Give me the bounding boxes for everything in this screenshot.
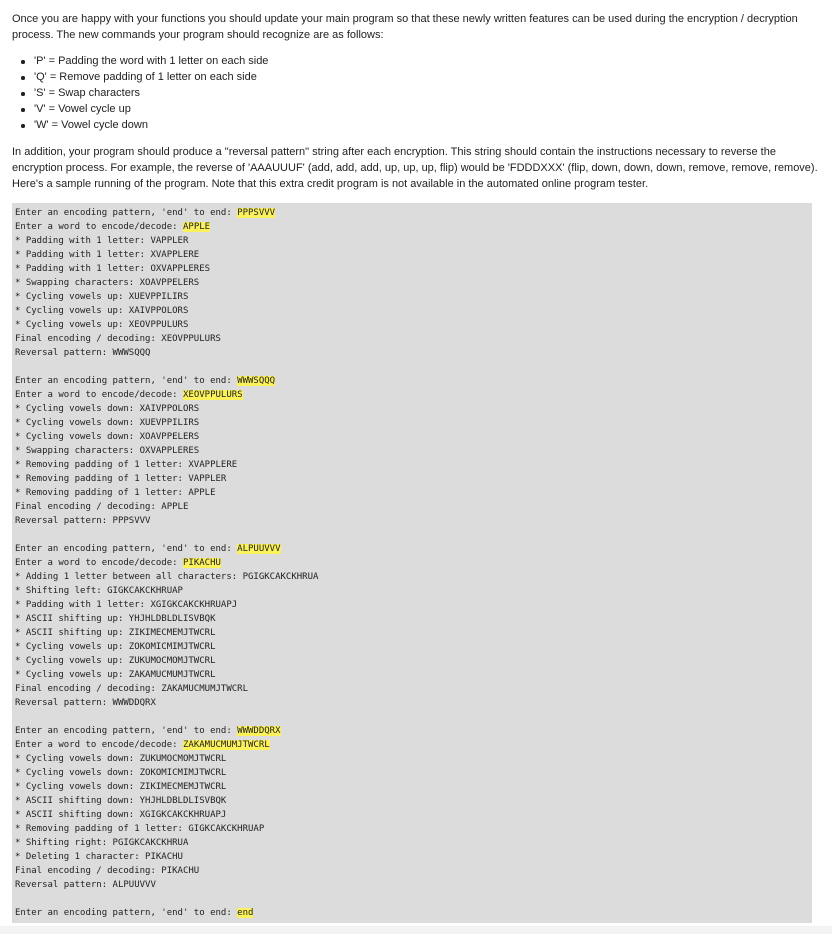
word-input-value: APPLE <box>182 222 211 232</box>
word-prompt-line <box>15 220 812 234</box>
pattern-input-value: WWWDDQRX <box>237 726 281 736</box>
step-line: * Cycling vowels down: ZUKUMOCMOMJTWCRL <box>15 754 227 764</box>
command-item: 'V' = Vowel cycle up <box>34 101 832 117</box>
step-line: * Cycling vowels down: XOAVPPELERS <box>15 432 200 442</box>
step-line: * Cycling vowels up: XAIVPPOLORS <box>15 306 189 316</box>
step-line: * ASCII shifting down: XGIGKCAKCKHRUAPJ <box>15 810 227 820</box>
console-session <box>15 374 812 528</box>
pattern-prompt-text: Enter an encoding pattern, 'end' to end: <box>15 908 238 918</box>
step-line: * ASCII shifting down: YHJHLDBLDLISVBQK <box>15 796 227 806</box>
word-prompt-text: Enter a word to encode/decode: <box>15 222 183 232</box>
reversal-paragraph: In addition, your program should produce a "reversal pattern" string after each encryption. This string should contain the instructions necessary to reverse the encryption process. For example, the reverse of 'AAAUUUF' (add, add, add, up, up, up, flip) would be 'FDDDXXX' (flip, down, down, down, remove, remove, remove). Here's a sample running of the program. Note that this extra credit program is not available in the automated online program tester. <box>12 146 818 190</box>
pattern-prompt-text: Enter an encoding pattern, 'end' to end: <box>15 544 238 554</box>
console-output <box>12 203 812 923</box>
pattern-prompt-text: Enter an encoding pattern, 'end' to end: <box>15 376 238 386</box>
console-session <box>15 724 812 892</box>
step-line: * Padding with 1 letter: XVAPPLERE <box>15 250 200 260</box>
step-line: * Cycling vowels up: ZOKOMICMIMJTWCRL <box>15 642 216 652</box>
pattern-prompt-line <box>15 206 812 220</box>
step-line: * Cycling vowels down: ZIKIMECMEMJTWCRL <box>15 782 227 792</box>
final-encoding-line: Final encoding / decoding: PIKACHU <box>15 866 200 876</box>
final-encoding-line: Final encoding / decoding: XEOVPPULURS <box>15 334 221 344</box>
step-line: * Cycling vowels up: ZUKUMOCMOMJTWCRL <box>15 656 216 666</box>
reversal-pattern-line: Reversal pattern: WWWDDQRX <box>15 698 156 708</box>
step-line: * ASCII shifting up: YHJHLDBLDLISVBQK <box>15 614 216 624</box>
command-item: 'S' = Swap characters <box>34 85 832 101</box>
console-session <box>15 542 812 710</box>
step-line: * Swapping characters: XOAVPPELERS <box>15 278 200 288</box>
pattern-prompt-line <box>15 374 812 388</box>
step-line: * Removing padding of 1 letter: APPLE <box>15 488 216 498</box>
step-line: * ASCII shifting up: ZIKIMECMEMJTWCRL <box>15 628 216 638</box>
word-input-value: XEOVPPULURS <box>182 390 243 400</box>
step-line: * Removing padding of 1 letter: XVAPPLERE <box>15 460 238 470</box>
reversal-pattern-line: Reversal pattern: PPPSVVV <box>15 516 151 526</box>
command-item: 'Q' = Remove padding of 1 letter on each side <box>34 69 832 85</box>
step-line: * Removing padding of 1 letter: VAPPLER <box>15 474 227 484</box>
word-prompt-text: Enter a word to encode/decode: <box>15 558 183 568</box>
console-session <box>15 206 812 360</box>
bottom-edge <box>0 926 832 934</box>
step-line: * Cycling vowels up: XUEVPPILIRS <box>15 292 189 302</box>
step-line: * Swapping characters: OXVAPPLERES <box>15 446 200 456</box>
pattern-input-value: ALPUUVVV <box>237 544 281 554</box>
final-encoding-line: Final encoding / decoding: APPLE <box>15 502 189 512</box>
step-line: * Shifting left: GIGKCAKCKHRUAP <box>15 586 183 596</box>
intro-paragraph: Once you are happy with your functions you should update your main program so that these newly written features can be used during the encryption / decryption process. The new commands your program should recognize are as follows: <box>12 13 798 41</box>
pattern-input-value: PPPSVVV <box>237 208 276 218</box>
step-line: * Padding with 1 letter: OXVAPPLERES <box>15 264 211 274</box>
reversal-pattern-line: Reversal pattern: WWWSQQQ <box>15 348 151 358</box>
word-prompt-line <box>15 388 812 402</box>
end-input-value: end <box>237 908 254 918</box>
word-input-value: ZAKAMUCMUMJTWCRL <box>182 740 270 750</box>
step-line: * Cycling vowels down: ZOKOMICMIMJTWCRL <box>15 768 227 778</box>
step-line: * Padding with 1 letter: XGIGKCAKCKHRUAPJ <box>15 600 238 610</box>
command-item: 'P' = Padding the word with 1 letter on each side <box>34 53 832 69</box>
step-line: * Cycling vowels down: XAIVPPOLORS <box>15 404 200 414</box>
pattern-input-value: WWWSQQQ <box>237 376 276 386</box>
step-line: * Removing padding of 1 letter: GIGKCAKCKHRUAP <box>15 824 265 834</box>
step-line: * Cycling vowels down: XUEVPPILIRS <box>15 418 200 428</box>
step-line: * Cycling vowels up: XEOVPPULURS <box>15 320 189 330</box>
final-encoding-line: Final encoding / decoding: ZAKAMUCMUMJTWCRL <box>15 684 248 694</box>
word-prompt-text: Enter a word to encode/decode: <box>15 390 183 400</box>
pattern-prompt-text: Enter an encoding pattern, 'end' to end: <box>15 208 238 218</box>
pattern-prompt-text: Enter an encoding pattern, 'end' to end: <box>15 726 238 736</box>
word-input-value: PIKACHU <box>182 558 221 568</box>
word-prompt-line <box>15 738 812 752</box>
step-line: * Deleting 1 character: PIKACHU <box>15 852 183 862</box>
pattern-prompt-line <box>15 542 812 556</box>
final-prompt-line <box>15 906 812 920</box>
command-item: 'W' = Vowel cycle down <box>34 117 832 133</box>
word-prompt-text: Enter a word to encode/decode: <box>15 740 183 750</box>
step-line: * Cycling vowels up: ZAKAMUCMUMJTWCRL <box>15 670 216 680</box>
step-line: * Adding 1 letter between all characters: PGIGKCAKCKHRUA <box>15 572 319 582</box>
word-prompt-line <box>15 556 812 570</box>
step-line: * Shifting right: PGIGKCAKCKHRUA <box>15 838 189 848</box>
step-line: * Padding with 1 letter: VAPPLER <box>15 236 189 246</box>
command-list <box>12 53 832 133</box>
reversal-pattern-line: Reversal pattern: ALPUUVVV <box>15 880 156 890</box>
pattern-prompt-line <box>15 724 812 738</box>
